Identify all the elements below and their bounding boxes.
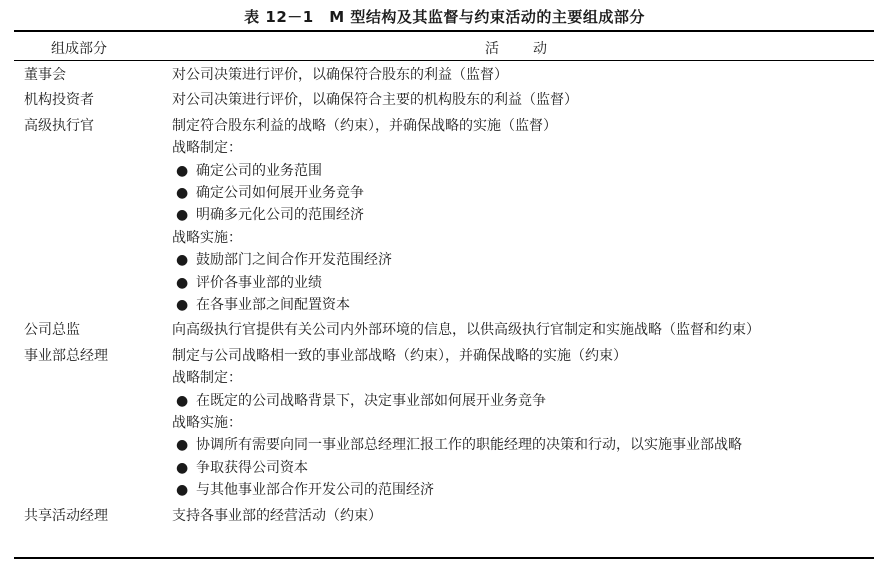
- activity-cell: [172, 505, 872, 527]
- activity-text: 战略实施：: [172, 414, 242, 431]
- activity-text: 战略制定：: [172, 370, 242, 387]
- bullet-item: [172, 182, 872, 204]
- activity-text: 战略制定：: [172, 140, 242, 157]
- activity-text: 制定符合股东利益的战略（约束），并确保战略的实施（监督）: [172, 117, 557, 134]
- activity-cell: [172, 115, 872, 317]
- bullet-text: 协调所有需要向同一事业部总经理汇报工作的职能经理的决策和行动，以实施事业部战略: [196, 437, 742, 454]
- activity-text: 支持各事业部的经营活动（约束）: [172, 507, 382, 524]
- bullet-item: [172, 204, 872, 226]
- bullet-text: 在各事业部之间配置资本: [196, 296, 350, 313]
- bullet-text: 争取获得公司资本: [196, 459, 308, 476]
- header-activity: 活 动: [485, 41, 557, 57]
- table-row: [24, 319, 874, 341]
- bullet-text: 明确多元化公司的范围经济: [196, 207, 364, 224]
- table-row: [24, 89, 874, 111]
- table-row: [24, 345, 874, 502]
- bullet-text: 鼓励部门之间合作开发范围经济: [196, 252, 392, 269]
- bullet-item: [172, 390, 872, 412]
- top-rule: [14, 30, 874, 32]
- bullet-icon: ●: [176, 392, 189, 409]
- bullet-icon: ●: [176, 274, 189, 291]
- component-cell: 事业部总经理: [24, 347, 108, 364]
- bullet-icon: ●: [176, 296, 189, 313]
- bullet-text: 确定公司的业务范围: [196, 162, 322, 179]
- activity-cell: [172, 64, 872, 86]
- bullet-icon: ●: [176, 459, 189, 476]
- header-rule: [14, 60, 874, 61]
- bullet-icon: ●: [176, 252, 189, 269]
- bullet-text: 在既定的公司战略背景下，决定事业部如何展开业务竞争: [196, 392, 546, 409]
- activity-cell: [172, 345, 872, 502]
- bottom-rule: [14, 557, 874, 559]
- activity-cell: [172, 89, 872, 111]
- table-title: 表 12－1 M 型结构及其监督与约束活动的主要组成部分: [244, 8, 645, 26]
- activity-text: 向高级执行官提供有关公司内外部环境的信息，以供高级执行官制定和实施战略（监督和约束）: [172, 322, 760, 339]
- component-cell: 高级执行官: [24, 117, 94, 134]
- bullet-icon: ●: [176, 482, 189, 499]
- activity-text: 制定与公司战略相一致的事业部战略（约束），并确保战略的实施（约束）: [172, 347, 627, 364]
- header-component: 组成部分: [51, 41, 107, 57]
- table-row: [24, 64, 874, 86]
- bullet-item: [172, 160, 872, 182]
- component-cell: 共享活动经理: [24, 507, 108, 524]
- component-cell: 董事会: [24, 67, 66, 83]
- bullet-icon: ●: [176, 184, 189, 201]
- bullet-item: [172, 479, 872, 501]
- bullet-icon: ●: [176, 162, 189, 179]
- table-row: [24, 115, 874, 317]
- bullet-text: 与其他事业部合作开发公司的范围经济: [196, 482, 434, 499]
- activity-cell: [172, 319, 872, 341]
- bullet-item: [172, 434, 872, 456]
- component-cell: 机构投资者: [24, 92, 94, 109]
- bullet-item: [172, 294, 872, 316]
- activity-text: 对公司决策进行评价，以确保符合股东的利益（监督）: [172, 67, 508, 83]
- bullet-item: [172, 457, 872, 479]
- bullet-text: 评价各事业部的业绩: [196, 274, 322, 291]
- bullet-item: [172, 249, 872, 271]
- activity-text: 战略实施：: [172, 229, 242, 246]
- bullet-icon: ●: [176, 207, 189, 224]
- table-row: [24, 505, 874, 527]
- activity-text: 对公司决策进行评价，以确保符合主要的机构股东的利益（监督）: [172, 92, 578, 109]
- bullet-text: 确定公司如何展开业务竞争: [196, 184, 364, 201]
- component-cell: 公司总监: [24, 322, 80, 339]
- bullet-item: [172, 272, 872, 294]
- bullet-icon: ●: [176, 437, 189, 454]
